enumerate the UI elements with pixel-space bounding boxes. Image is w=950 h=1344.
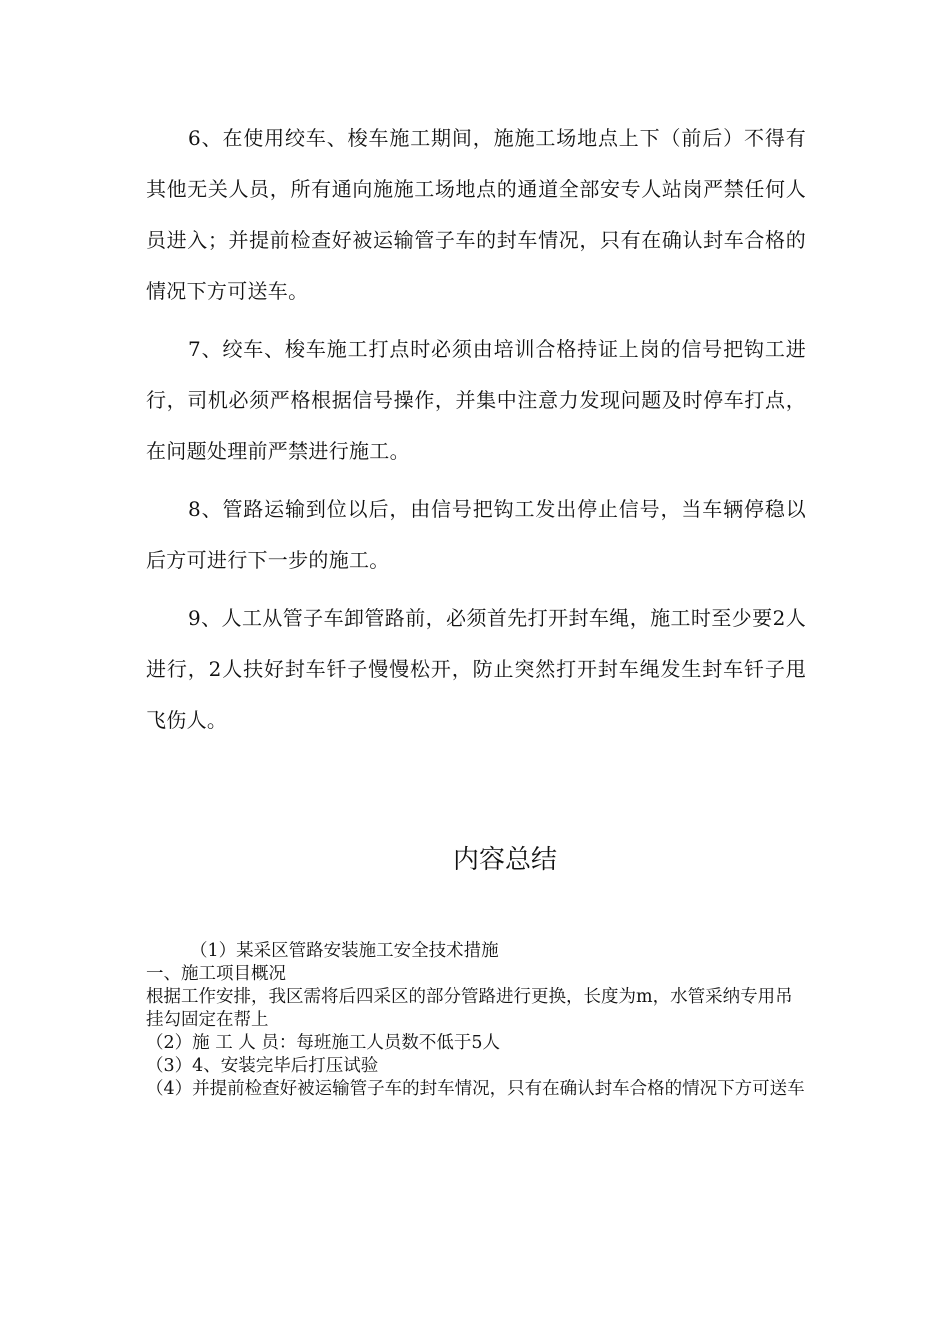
- paragraph-7: 7、绞车、梭车施工打点时必须由培训合格持证上岗的信号把钩工进行，司机必须严格根据信号操作，并集中注意力发现问题及时停车打点，在问题处理前严禁进行施工。: [146, 337, 806, 463]
- summary-line: （3）4、安装完毕后打压试验: [146, 1056, 379, 1076]
- body-text: [146, 113, 806, 753]
- summary-line: （1）某采区管路安装施工安全技术措施: [190, 941, 499, 961]
- summary-section: [146, 940, 806, 1101]
- summary-title: 内容总结: [452, 845, 557, 875]
- paragraph-6: 6、在使用绞车、梭车施工期间，施施工场地点上下（前后）不得有其他无关人员，所有通向施施工场地点的通道全部安专人站岗严禁任何人员进入；并提前检查好被运输管子车的封车情况，只有在确认封车合格的情况下方可送车。: [146, 126, 806, 303]
- summary-line: （4）并提前检查好被运输管子车的封车情况，只有在确认封车合格的情况下方可送车: [146, 1079, 805, 1099]
- paragraph-8: 8、管路运输到位以后，由信号把钩工发出停止信号，当车辆停稳以后方可进行下一步的施工。: [146, 497, 806, 572]
- summary-line: 根据工作安排，我区需将后四采区的部分管路进行更换，长度为m，水管采纳专用吊挂勾固定在帮上: [146, 987, 793, 1030]
- summary-line: （2）施 工 人 员：每班施工人员数不低于5人: [146, 1033, 500, 1053]
- summary-line: 一、施工项目概况: [146, 964, 286, 984]
- paragraph-9: 9、人工从管子车卸管路前，必须首先打开封车绳，施工时至少要2人进行，2人扶好封车钎子慢慢松开，防止突然打开封车绳发生封车钎子甩飞伤人。: [146, 606, 806, 732]
